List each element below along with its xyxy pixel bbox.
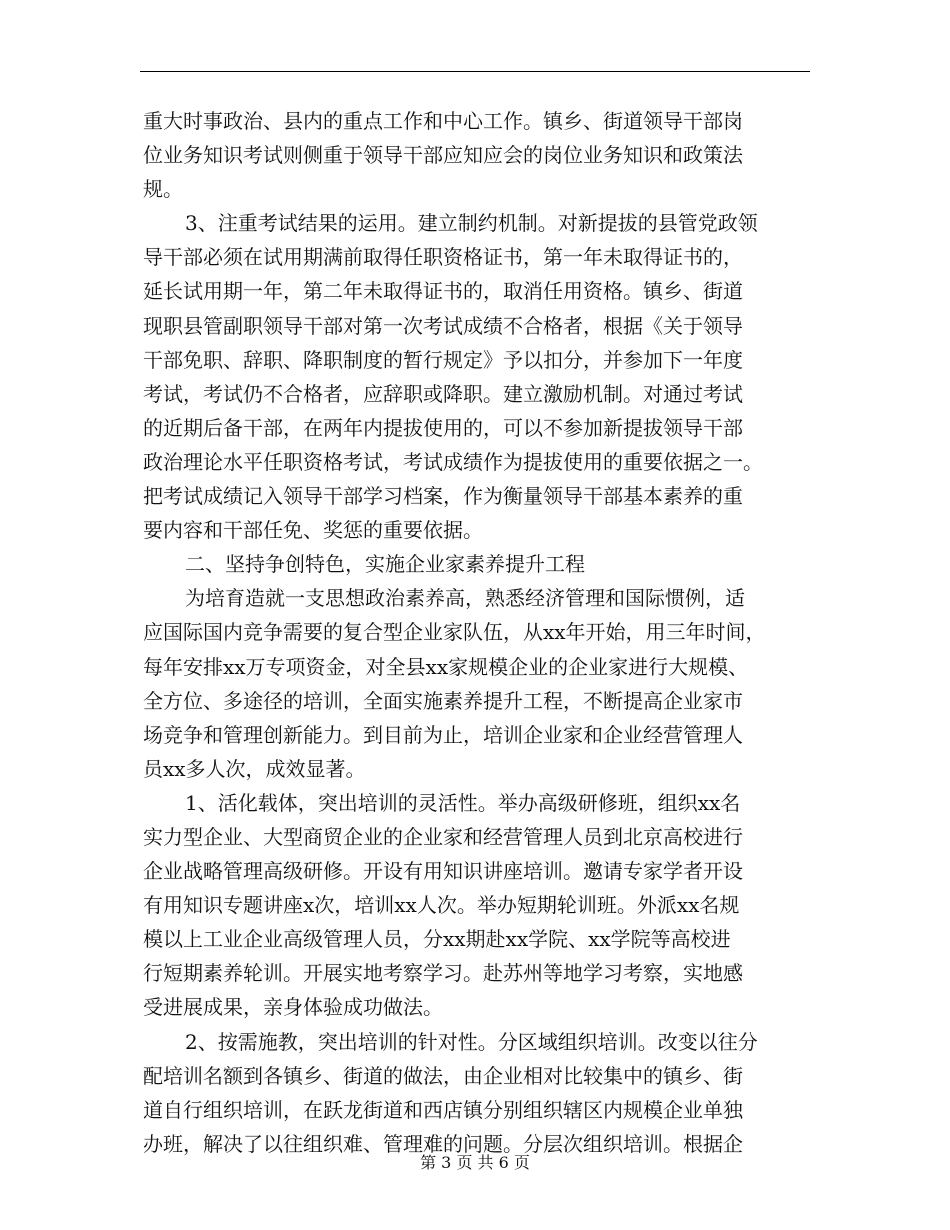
paragraph-start: 3、注重考试结果的运用。建立制约机制。对新提拔的县管党政领 (185, 211, 758, 236)
text-line: 每年安排xx万专项资金，对全县xx家规模企业的企业家进行大规模、 (143, 654, 749, 679)
document-body (143, 104, 813, 1161)
text-line: 实力型企业、大型商贸企业的企业家和经营管理人员到北京高校进行 (143, 824, 743, 849)
text-line: 全方位、多途径的培训，全面实施素养提升工程，不断提高企业家市 (143, 688, 743, 713)
text-line: 场竞争和管理创新能力。到目前为止，培训企业家和企业经营管理人 (143, 722, 743, 747)
text-line: 员xx多人次，成效显著。 (143, 756, 366, 781)
text-line: 导干部必须在试用期满前取得任职资格证书，第一年未取得证书的， (143, 245, 743, 270)
section-heading: 二、坚持争创特色，实施企业家素养提升工程 (185, 552, 585, 577)
page-number: 第 3 页 共 6 页 (420, 1153, 530, 1172)
text-line: 要内容和干部任免、奖惩的重要依据。 (143, 518, 483, 543)
text-line: 模以上工业企业高级管理人员，分xx期赴xx学院、xx学院等高校进 (143, 927, 731, 952)
text-line: 重大时事政治、县内的重点工作和中心工作。镇乡、街道领导干部岗 (143, 109, 743, 133)
text-line: 配培训名额到各镇乡、街道的做法，由企业相对比较集中的镇乡、街 (143, 1063, 743, 1088)
paragraph-start: 为培育造就一支思想政治素养高，熟悉经济管理和国际惯例，适 (185, 586, 745, 611)
text-line: 干部免职、辞职、降职制度的暂行规定》予以扣分，并参加下一年度 (143, 347, 743, 372)
text-line: 延长试用期一年，第二年未取得证书的，取消任用资格。镇乡、街道 (143, 279, 743, 304)
text-line: 企业战略管理高级研修。开设有用知识讲座培训。邀请专家学者开设 (143, 859, 743, 884)
text-line: 应国际国内竞争需要的复合型企业家队伍，从xx年开始，用三年时间， (143, 620, 766, 645)
text-line: 现职县管副职领导干部对第一次考试成绩不合格者，根据《关于领导 (143, 313, 743, 338)
text-line: 受进展成果，亲身体验成功做法。 (143, 995, 443, 1020)
paragraph-start: 2、按需施教，突出培训的针对性。分区域组织培训。改变以往分 (185, 1029, 758, 1054)
text-line: 道自行组织培训，在跃龙街道和西店镇分别组织辖区内规模企业单独 (143, 1097, 743, 1122)
text-line: 把考试成绩记入领导干部学习档案，作为衡量领导干部基本素养的重 (143, 484, 743, 509)
text-line: 行短期素养轮训。开展实地考察学习。赴苏州等地学习考察，实地感 (143, 961, 743, 986)
text-line: 政治理论水平任职资格考试，考试成绩作为提拔使用的重要依据之一。 (143, 449, 763, 474)
text-line: 考试，考试仍不合格者，应辞职或降职。建立激励机制。对通过考试 (143, 381, 743, 406)
header-rule (140, 71, 810, 72)
text-line: 规。 (143, 177, 183, 202)
text-line: 的近期后备干部，在两年内提拔使用的，可以不参加新提拔领导干部 (143, 415, 743, 440)
text-line: 有用知识专题讲座x次，培训xx人次。举办短期轮训班。外派xx名规 (143, 893, 740, 918)
text-line: 位业务知识考试则侧重于领导干部应知应会的岗位业务知识和政策法 (143, 143, 743, 168)
text-line: 办班，解决了以往组织难、管理难的问题。分层次组织培训。根据企 (143, 1131, 743, 1156)
paragraph-start: 1、活化载体，突出培训的灵活性。举办高级研修班，组织xx名 (185, 790, 741, 815)
